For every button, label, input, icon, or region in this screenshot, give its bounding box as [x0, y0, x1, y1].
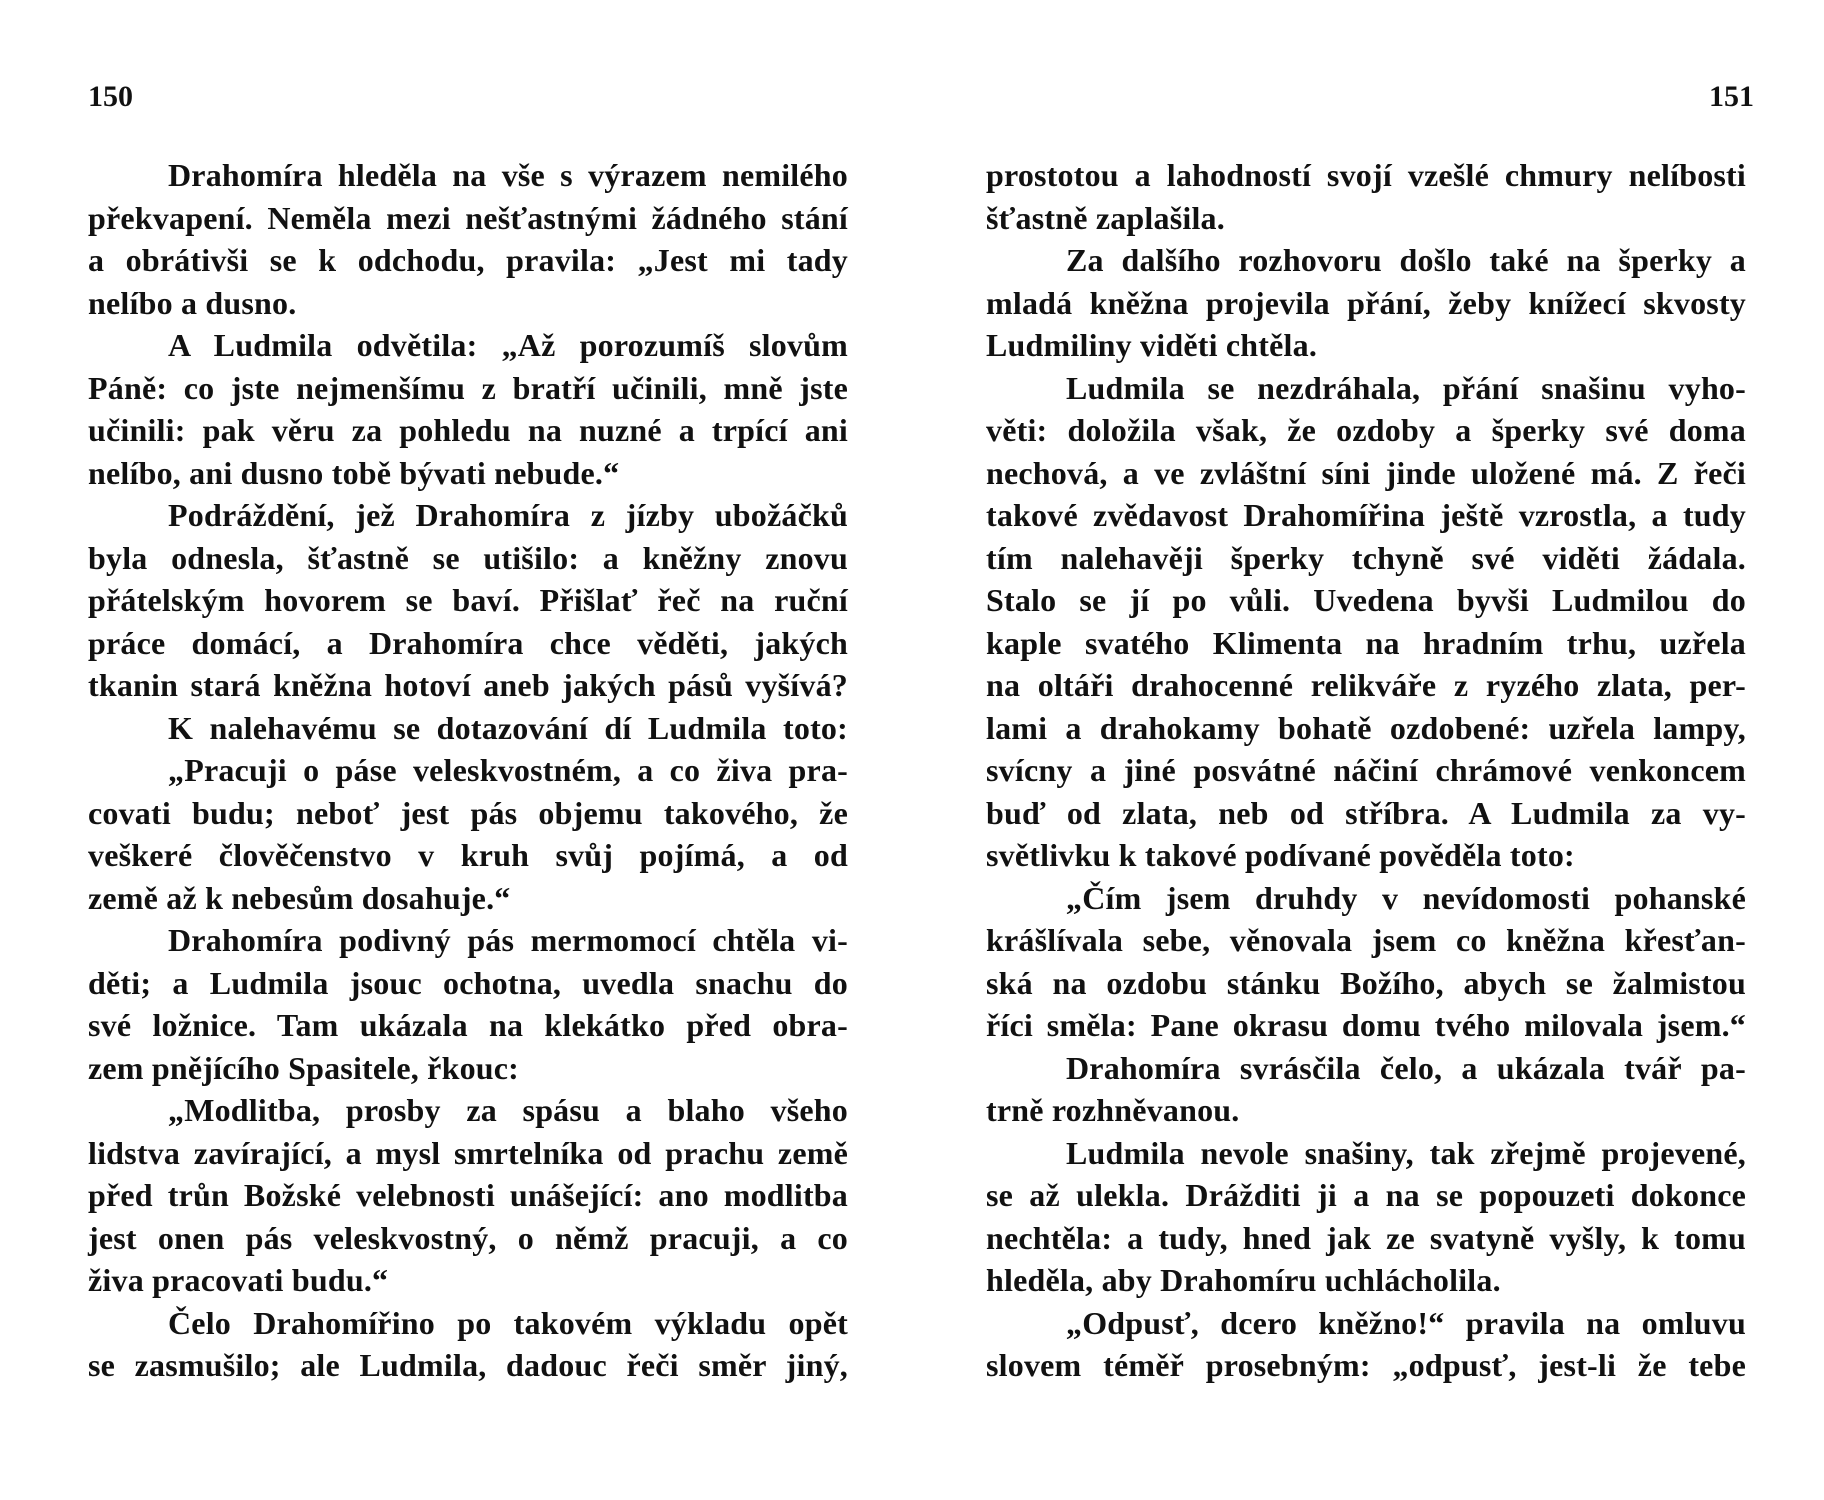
text-line: „Čím jsem druhdy v nevídomosti pohanské — [1066, 879, 1746, 916]
text-line: věti: doložila však, že ozdoby a šperky své doma — [986, 412, 1746, 448]
text-line: Ludmiliny viděti chtěla. — [986, 327, 1318, 363]
text-line: Podráždění, jež Drahomíra z jízby ubožáčků — [168, 497, 848, 533]
text-line: Páně: co jste nejmenšímu z bratří učinili, mně jste — [88, 369, 848, 406]
text-line: Za dalšího rozhovoru došlo také na šperky a — [1066, 242, 1746, 278]
text-line: lidstva zavírající, a mysl smrtelníka od prachu země — [88, 1134, 848, 1171]
text-line: tkanin stará kněžna hotoví aneb jakých pásů vyšívá? — [88, 667, 848, 703]
text-line: před trůn Božské velebnosti unášející: ano modlitba — [88, 1177, 848, 1213]
text-line: prostotou a lahodností svojí vzešlé chmury nelíbosti — [986, 157, 1746, 193]
text-line: svícny a jiné posvátné náčiní chrámové venkoncem — [986, 752, 1746, 788]
text-line: na oltáři drahocenné relikváře z ryzého zlata, per- — [986, 667, 1746, 703]
text-line: nechová, a ve zvláštní síni jinde uložené má. Z řeči — [986, 454, 1746, 491]
text-line: práce domácí, a Drahomíra chce věděti, jakých — [88, 624, 848, 661]
text-line: světlivku k takové podívané pověděla toto: — [986, 837, 1575, 873]
text-line: „Odpusť, dcero kněžno!“ pravila na omluvu — [1066, 1304, 1746, 1341]
text-line: kaple svatého Klimenta na hradním trhu, uzřela — [986, 624, 1746, 661]
text-line: šťastně zaplašila. — [986, 199, 1225, 236]
text-line: se až ulekla. Drážditi ji a na se popouzeti dokonce — [986, 1177, 1746, 1213]
page-text — [986, 154, 1746, 1387]
text-line: Čelo Drahomířino po takovém výkladu opět — [168, 1304, 848, 1341]
text-line: buď od zlata, neb od stříbra. A Ludmila za vy- — [986, 794, 1746, 831]
text-line: země až k nebesům dosahuje.“ — [88, 879, 511, 916]
text-line: Drahomíra svrásčila čelo, a ukázala tvář pa- — [1066, 1049, 1746, 1086]
text-line: „Pracuji o páse veleskvostném, a co živa pra- — [168, 752, 848, 788]
text-line: nelíbo, ani dusno tobě bývati nebude.“ — [88, 454, 620, 491]
text-line: Ludmila nevole snašiny, tak zřejmě projevené, — [1066, 1134, 1746, 1171]
text-line: děti; a Ludmila jsouc ochotna, uvedla snachu do — [88, 964, 848, 1001]
text-line: lami a drahokamy bohatě ozdobené: uzřela lampy, — [986, 709, 1746, 746]
text-line: zem pnějícího Spasitele, řkouc: — [88, 1049, 520, 1086]
text-line: učinili: pak věru za pohledu na nuzné a trpící ani — [88, 412, 848, 448]
text-line: tím nalehavěji šperky tchyně své viděti žádala. — [986, 539, 1746, 576]
text-line: Stalo se jí po vůli. Uvedena byvši Ludmilou do — [986, 582, 1746, 618]
text-line: živa pracovati budu.“ — [88, 1262, 389, 1298]
text-line: mladá kněžna projevila přání, žeby knížecí skvosty — [986, 284, 1746, 321]
text-line: covati budu; neboť jest pás objemu takového, že — [88, 794, 848, 831]
text-line: byla odnesla, šťastně se utišilo: a kněžny znovu — [88, 539, 848, 576]
right-page — [912, 0, 1824, 1500]
text-line: slovem téměř prosebným: „odpusť, jest-li že tebe — [986, 1347, 1746, 1383]
text-line: nelíbo a dusno. — [88, 284, 297, 321]
page-number: 151 — [1709, 80, 1754, 113]
text-line: své ložnice. Tam ukázala na klekátko před obra- — [88, 1007, 848, 1043]
text-line: krášlívala sebe, věnovala jsem co kněžna křesťan- — [986, 922, 1746, 958]
text-line: a obrátivši se k odchodu, pravila: „Jest mi tady — [88, 242, 848, 278]
text-line: takové zvědavost Drahomířina ještě vzrostla, a tudy — [986, 497, 1746, 533]
page-text — [88, 154, 848, 1387]
text-line: A Ludmila odvětila: „Až porozumíš slovům — [168, 327, 848, 363]
text-line: „Modlitba, prosby za spásu a blaho všeho — [168, 1092, 848, 1128]
text-line: Drahomíra hleděla na vše s výrazem nemilého — [168, 157, 848, 193]
text-line: K nalehavému se dotazování dí Ludmila toto: — [168, 709, 848, 746]
text-line: přátelským hovorem se baví. Přišlať řeč na ruční — [88, 582, 848, 618]
text-line: ská na ozdobu stánku Božího, abych se žalmistou — [986, 964, 1746, 1001]
text-line: hleděla, aby Drahomíru uchlácholila. — [986, 1262, 1501, 1298]
text-line: nechtěla: a tudy, hned jak ze svatyně vyšly, k tomu — [986, 1219, 1746, 1256]
text-line: veškeré člověčenstvo v kruh svůj pojímá, a od — [88, 837, 848, 873]
text-line: říci směla: Pane okrasu domu tvého milovala jsem.“ — [986, 1007, 1746, 1043]
text-line: Ludmila se nezdráhala, přání snašinu vyho- — [1066, 369, 1746, 406]
text-line: Drahomíra podivný pás mermomocí chtěla vi- — [168, 922, 848, 958]
page-number: 150 — [88, 80, 133, 113]
text-line: se zasmušilo; ale Ludmila, dadouc řeči směr jiný, — [88, 1347, 848, 1383]
text-line: překvapení. Neměla mezi nešťastnými žádného stání — [88, 199, 848, 236]
text-line: trně rozhněvanou. — [986, 1092, 1240, 1128]
text-line: jest onen pás veleskvostný, o němž pracuji, a co — [88, 1219, 848, 1256]
